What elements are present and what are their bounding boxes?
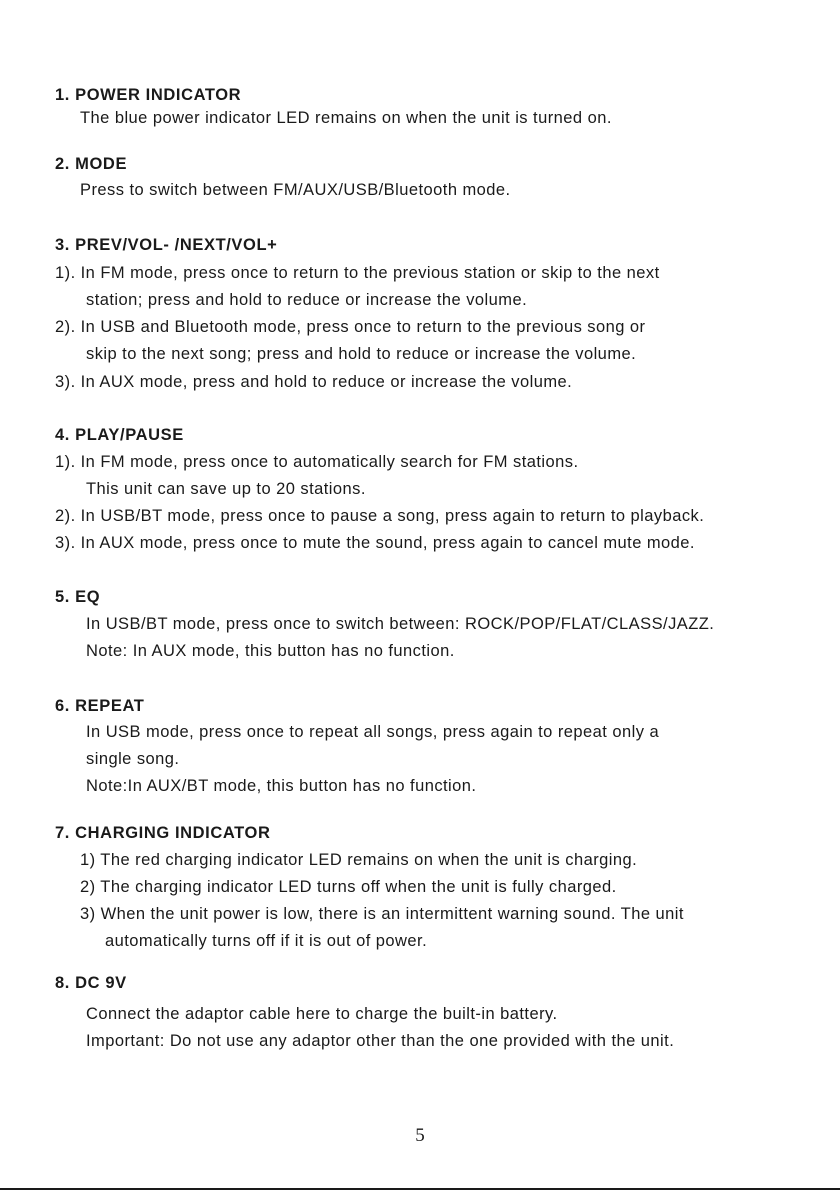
section-text: automatically turns off if it is out of power. [105,932,428,950]
section-heading-mode: 2. MODE [55,155,128,173]
section-heading-charging-indicator: 7. CHARGING INDICATOR [55,824,271,842]
section-heading-repeat: 6. REPEAT [55,697,145,715]
section-text: single song. [86,750,180,768]
section-text: Important: Do not use any adaptor other than the one provided with the unit. [86,1032,675,1050]
section-heading-eq: 5. EQ [55,588,101,606]
section-heading-play-pause: 4. PLAY/PAUSE [55,426,184,444]
section-text: This unit can save up to 20 stations. [86,480,366,498]
section-text: 1). In FM mode, press once to automatically search for FM stations. [55,453,579,471]
section-text: Connect the adaptor cable here to charge the built-in battery. [86,1005,558,1023]
section-text: The blue power indicator LED remains on when the unit is turned on. [80,109,612,127]
section-heading-dc-9v: 8. DC 9V [55,974,127,992]
section-text: 1). In FM mode, press once to return to the previous station or skip to the next [55,264,660,282]
section-text: Note: In AUX mode, this button has no function. [86,642,455,660]
section-text: Note:In AUX/BT mode, this button has no function. [86,777,477,795]
section-text: skip to the next song; press and hold to reduce or increase the volume. [86,345,637,363]
section-heading-power-indicator: 1. POWER INDICATOR [55,86,242,104]
section-text: In USB mode, press once to repeat all songs, press again to repeat only a [86,723,660,741]
section-text: 1) The red charging indicator LED remains on when the unit is charging. [80,851,638,869]
section-heading-prev-vol-next-vol: 3. PREV/VOL- /NEXT/VOL+ [55,236,278,254]
section-text: 3). In AUX mode, press once to mute the sound, press again to cancel mute mode. [55,534,695,552]
section-text: station; press and hold to reduce or increase the volume. [86,291,528,309]
section-text: 3) When the unit power is low, there is an intermittent warning sound. The unit [80,905,684,923]
page-number: 5 [415,1125,425,1146]
section-text: Press to switch between FM/AUX/USB/Bluetooth mode. [80,181,511,199]
section-text: 2). In USB and Bluetooth mode, press once to return to the previous song or [55,318,646,336]
bottom-divider [0,1188,840,1190]
section-text: 2). In USB/BT mode, press once to pause a song, press again to return to playback. [55,507,705,525]
section-text: In USB/BT mode, press once to switch between: ROCK/POP/FLAT/CLASS/JAZZ. [86,615,715,633]
section-text: 3). In AUX mode, press and hold to reduce or increase the volume. [55,373,573,391]
section-text: 2) The charging indicator LED turns off when the unit is fully charged. [80,878,617,896]
